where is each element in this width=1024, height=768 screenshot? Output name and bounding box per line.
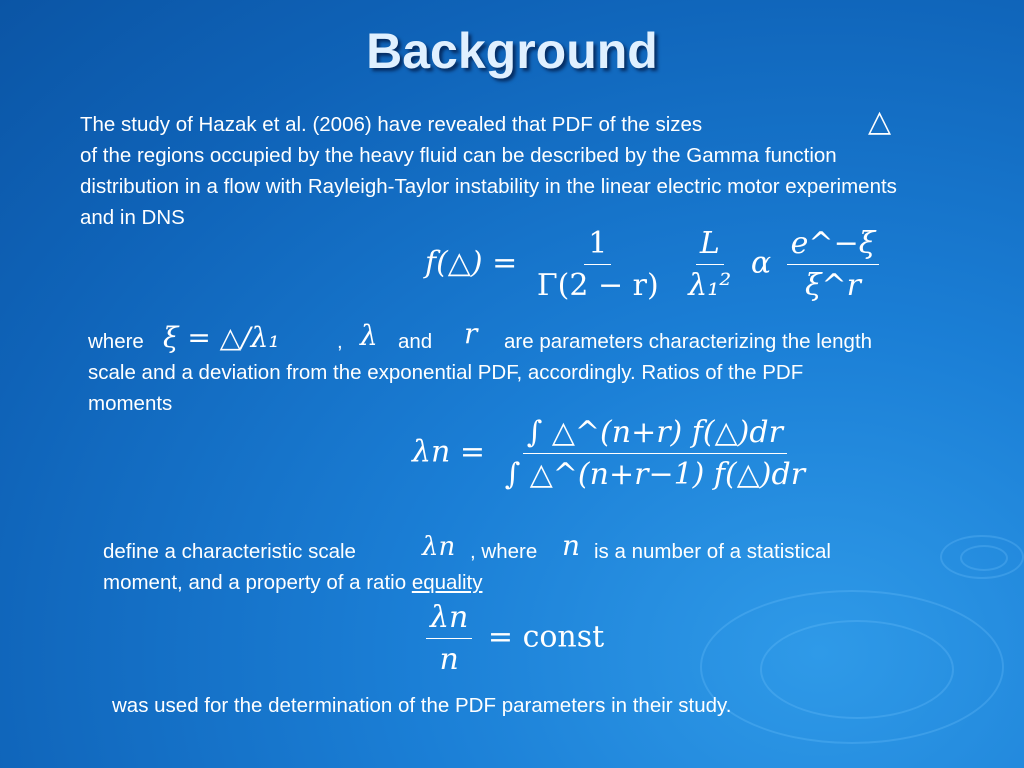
frac3-denominator: ξ^r xyxy=(804,268,861,303)
where2-label: , where xyxy=(470,540,538,563)
slide-title: Background xyxy=(366,23,658,79)
frac1-numerator: 1 xyxy=(584,226,611,265)
ratio-formula xyxy=(420,600,604,677)
conclusion-text: was used for the determination of the PDF parameters in their study. xyxy=(112,694,732,717)
fraction-2 xyxy=(684,226,735,303)
comma: , xyxy=(337,330,343,353)
define-rest: is a number of a statistical xyxy=(594,540,831,563)
frac3-numerator: e^−ξ xyxy=(787,226,880,265)
fraction-3 xyxy=(787,226,880,303)
ratio-numerator: λn xyxy=(426,600,472,639)
ratio-rhs: = const xyxy=(487,619,605,655)
ripple-decoration xyxy=(760,620,954,719)
scale-symbol: λn xyxy=(422,532,456,562)
ratio-fraction xyxy=(426,600,472,677)
frac2-numerator: L xyxy=(696,226,724,265)
moment-denominator: ∫ △^(n+r−1) f(△)dr xyxy=(504,457,806,492)
define-label: define a characteristic scale xyxy=(103,540,356,563)
triangle-symbol xyxy=(868,106,891,137)
intro-line1 xyxy=(80,109,880,140)
pdf-lhs: f(△) = xyxy=(425,245,518,281)
r-symbol: r xyxy=(464,317,478,350)
moment-fraction xyxy=(501,415,809,492)
frac1-denominator: Γ(2 − r) xyxy=(536,268,659,303)
moment-numerator: ∫ △^(n+r) f(△)dr xyxy=(523,415,787,454)
lambda-symbol: λ xyxy=(360,319,378,352)
triangle-icon: △ xyxy=(868,105,892,138)
define-line1 xyxy=(103,536,356,567)
frac2-denominator: λ₁² xyxy=(688,268,732,303)
fraction-1 xyxy=(533,226,663,303)
lambda-n-lhs: λn = xyxy=(412,434,486,470)
where-label: where xyxy=(88,330,144,353)
lambda-n-formula xyxy=(412,415,815,492)
ripple-decoration xyxy=(960,545,1008,571)
pdf-formula xyxy=(425,226,885,303)
define-line2 xyxy=(103,567,482,598)
param-line1 xyxy=(88,326,888,419)
xi-definition: ξ = △/λ₁ xyxy=(163,321,280,354)
ratio-denominator: n xyxy=(439,642,459,677)
equality-link[interactable]: equality xyxy=(411,571,483,594)
intro-text: The study of Hazak et al. (2006) have revealed that PDF of the sizes xyxy=(80,113,703,136)
intro-continued: of the regions occupied by the heavy fluid can be described by the Gamma function distribution in a flow with Rayleigh-Taylor instability in the linear electric motor experiments and in DNS xyxy=(80,144,897,229)
param-text: are parameters characterizing the length scale and a deviation from the exponential PDF, accordingly. Ratios of the PDF moments xyxy=(88,330,873,415)
define-line2-text: moment, and a property of a ratio xyxy=(103,571,407,594)
n-symbol: n xyxy=(562,529,581,562)
alpha-symbol: α xyxy=(750,245,772,281)
and-label: and xyxy=(398,330,433,353)
